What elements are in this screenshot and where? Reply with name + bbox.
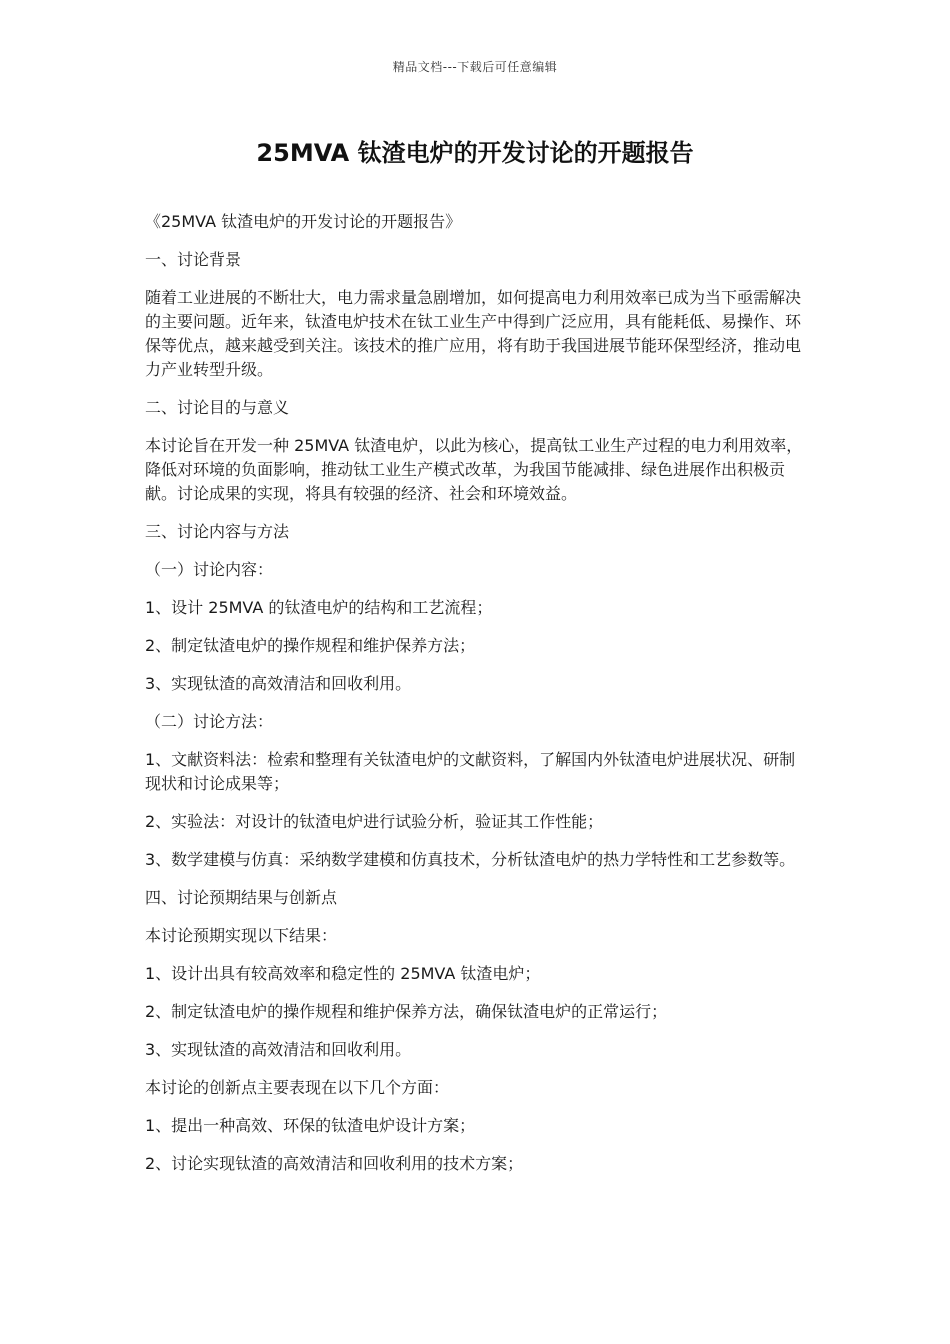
list-item: 1、提出一种高效、环保的钛渣电炉设计方案； <box>145 1116 476 1135</box>
document-body <box>145 210 810 1190</box>
header-note: 精品文档---下载后可任意编辑 <box>392 60 558 74</box>
section-heading-content-methods: 三、讨论内容与方法 <box>145 522 290 541</box>
list-item: 1、设计 25MVA 的钛渣电炉的结构和工艺流程； <box>145 598 493 617</box>
subheading-methods: （二）讨论方法： <box>145 712 274 731</box>
list-item: 2、讨论实现钛渣的高效清洁和回收利用的技术方案； <box>145 1154 524 1173</box>
list-item: 3、实现钛渣的高效清洁和回收利用。 <box>145 674 412 693</box>
paragraph-innovation-intro: 本讨论的创新点主要表现在以下几个方面： <box>145 1078 450 1097</box>
list-item: 2、制定钛渣电炉的操作规程和维护保养方法； <box>145 636 476 655</box>
document-title: 25MVA 钛渣电炉的开发讨论的开题报告 <box>256 139 694 167</box>
subheading-content: （一）讨论内容： <box>145 560 274 579</box>
section-heading-background: 一、讨论背景 <box>145 250 242 269</box>
list-item: 3、实现钛渣的高效清洁和回收利用。 <box>145 1040 412 1059</box>
list-item: 2、制定钛渣电炉的操作规程和维护保养方法，确保钛渣电炉的正常运行； <box>145 1002 668 1021</box>
list-item: 2、实验法：对设计的钛渣电炉进行试验分析，验证其工作性能； <box>145 812 604 831</box>
list-item: 1、设计出具有较高效率和稳定性的 25MVA 钛渣电炉； <box>145 964 541 983</box>
paragraph-expected-intro: 本讨论预期实现以下结果： <box>145 926 338 945</box>
list-item: 3、数学建模与仿真：采纳数学建模和仿真技术，分析钛渣电炉的热力学特性和工艺参数等。 <box>145 850 796 869</box>
paragraph-background: 随着工业进展的不断壮大，电力需求量急剧增加，如何提高电力利用效率已成为当下亟需解决的主要问题。近年来，钛渣电炉技术在钛工业生产中得到广泛应用，具有能耗低、易操作、环保等优点，越来越受到关注。该技术的推广应用，将有助于我国进展节能环保型经济，推动电力产业转型升级。 <box>145 288 802 379</box>
section-heading-expected-results: 四、讨论预期结果与创新点 <box>145 888 338 907</box>
section-heading-purpose: 二、讨论目的与意义 <box>145 398 290 417</box>
list-item: 1、文献资料法：检索和整理有关钛渣电炉的文献资料，了解国内外钛渣电炉进展状况、研制现状和讨论成果等； <box>145 750 796 793</box>
paragraph-purpose: 本讨论旨在开发一种 25MVA 钛渣电炉，以此为核心，提高钛工业生产过程的电力利用效率，降低对环境的负面影响，推动钛工业生产模式改革，为我国节能减排、绿色进展作出积极贡献。讨论成果的实现，将具有较强的经济、社会和环境效益。 <box>145 436 803 503</box>
paragraph-book-title: 《25MVA 钛渣电炉的开发讨论的开题报告》 <box>145 212 462 231</box>
